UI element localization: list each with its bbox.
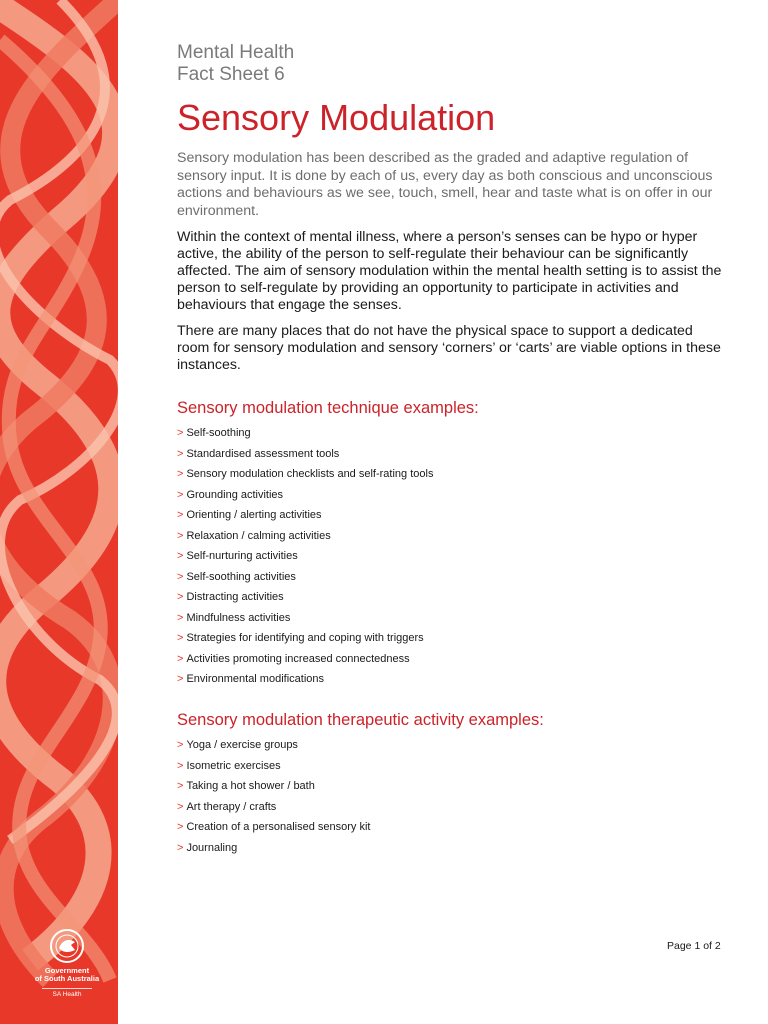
list-item (177, 591, 727, 604)
list-item (177, 632, 727, 645)
list-item (177, 468, 727, 481)
chevron-right-icon: > (177, 821, 184, 833)
list-item-text: Distracting activities (186, 591, 284, 603)
list-item (177, 571, 727, 584)
chevron-right-icon: > (177, 529, 184, 542)
chevron-right-icon: > (177, 550, 184, 562)
list-item-text: Taking a hot shower / bath (186, 780, 315, 792)
chevron-right-icon: > (177, 780, 184, 792)
list-item-text: Yoga / exercise groups (186, 739, 298, 751)
list-item (177, 530, 727, 543)
fact-sheet-subtitle (177, 42, 727, 86)
list-item (177, 509, 727, 522)
ribbon-graphic (0, 0, 118, 1024)
body-paragraph-2: There are many places that do not have the physical space to support a dedicated room for sensory modulation and sensory ‘corners’ or ‘carts’ are viable options in these instances. (177, 323, 721, 373)
list-item (177, 801, 727, 814)
chevron-right-icon: > (177, 570, 184, 583)
list-item-text: Creation of a personalised sensory kit (186, 821, 371, 833)
list-item (177, 612, 727, 625)
activity-list (177, 739, 727, 855)
list-item-text: Self-soothing (186, 427, 251, 439)
chevron-right-icon: > (177, 739, 184, 751)
government-logo (22, 928, 112, 998)
list-item (177, 780, 727, 793)
logo-sa-health-text: SA Health (42, 988, 92, 998)
chevron-right-icon: > (177, 673, 184, 685)
subtitle-line-2: Fact Sheet 6 (177, 64, 285, 85)
activity-section-heading: Sensory modulation therapeutic activity examples: (177, 711, 544, 729)
chevron-right-icon: > (177, 632, 184, 644)
chevron-right-icon: > (177, 652, 184, 665)
main-content (177, 42, 727, 862)
list-item-text: Environmental modifications (186, 673, 325, 685)
chevron-right-icon: > (177, 591, 184, 603)
list-item-text: Self-nurturing activities (186, 550, 298, 562)
page-number: Page 1 of 2 (667, 940, 721, 952)
list-item (177, 489, 727, 502)
list-item-text: Journaling (186, 841, 238, 854)
chevron-right-icon: > (177, 841, 184, 854)
chevron-right-icon: > (177, 427, 184, 439)
chevron-right-icon: > (177, 468, 184, 480)
list-item-text: Strategies for identifying and coping with triggers (186, 632, 424, 644)
chevron-right-icon: > (177, 509, 184, 521)
list-item-text: Relaxation / calming activities (186, 529, 331, 542)
piping-shrike-crest-icon (47, 928, 87, 964)
list-item (177, 739, 727, 752)
list-item-text: Isometric exercises (186, 759, 281, 772)
body-paragraph-1: Within the context of mental illness, where a person’s senses can be hypo or hyper active, the ability of the person to self-regulate their behaviour can be significantly affected. The aim of sensory modulation within the mental health setting is to assist the person to self-regulate by providing an opportunity to participate in activities and behaviours that engage the senses. (177, 229, 722, 313)
intro-paragraph: Sensory modulation has been described as the graded and adaptive regulation of sensory input. It is done by each of us, every day as both conscious and unconscious actions and behaviours as we see, touch, smell, hear and taste what is on offer in our environment. (177, 150, 713, 219)
chevron-right-icon: > (177, 611, 184, 624)
list-item (177, 427, 727, 440)
logo-government-text: Government of South Australia (34, 966, 100, 983)
chevron-right-icon: > (177, 488, 184, 501)
technique-section-heading: Sensory modulation technique examples: (177, 399, 479, 417)
subtitle-line-1: Mental Health (177, 42, 295, 63)
chevron-right-icon: > (177, 759, 184, 772)
list-item-text: Activities promoting increased connectedness (186, 652, 410, 665)
list-item (177, 673, 727, 686)
chevron-right-icon: > (177, 447, 184, 460)
list-item-text: Grounding activities (186, 488, 284, 501)
list-item (177, 760, 727, 773)
list-item-text: Standardised assessment tools (186, 447, 340, 460)
chevron-right-icon: > (177, 800, 184, 813)
list-item-text: Sensory modulation checklists and self-rating tools (186, 468, 434, 480)
decorative-sidebar (0, 0, 118, 1024)
list-item (177, 448, 727, 461)
list-item (177, 821, 727, 834)
list-item-text: Art therapy / crafts (186, 800, 277, 813)
list-item-text: Orienting / alerting activities (186, 509, 322, 521)
page-title: Sensory Modulation (177, 97, 496, 138)
list-item (177, 842, 727, 855)
technique-list (177, 427, 727, 686)
list-item (177, 550, 727, 563)
list-item-text: Self-soothing activities (186, 570, 296, 583)
list-item-text: Mindfulness activities (186, 611, 291, 624)
list-item (177, 653, 727, 666)
